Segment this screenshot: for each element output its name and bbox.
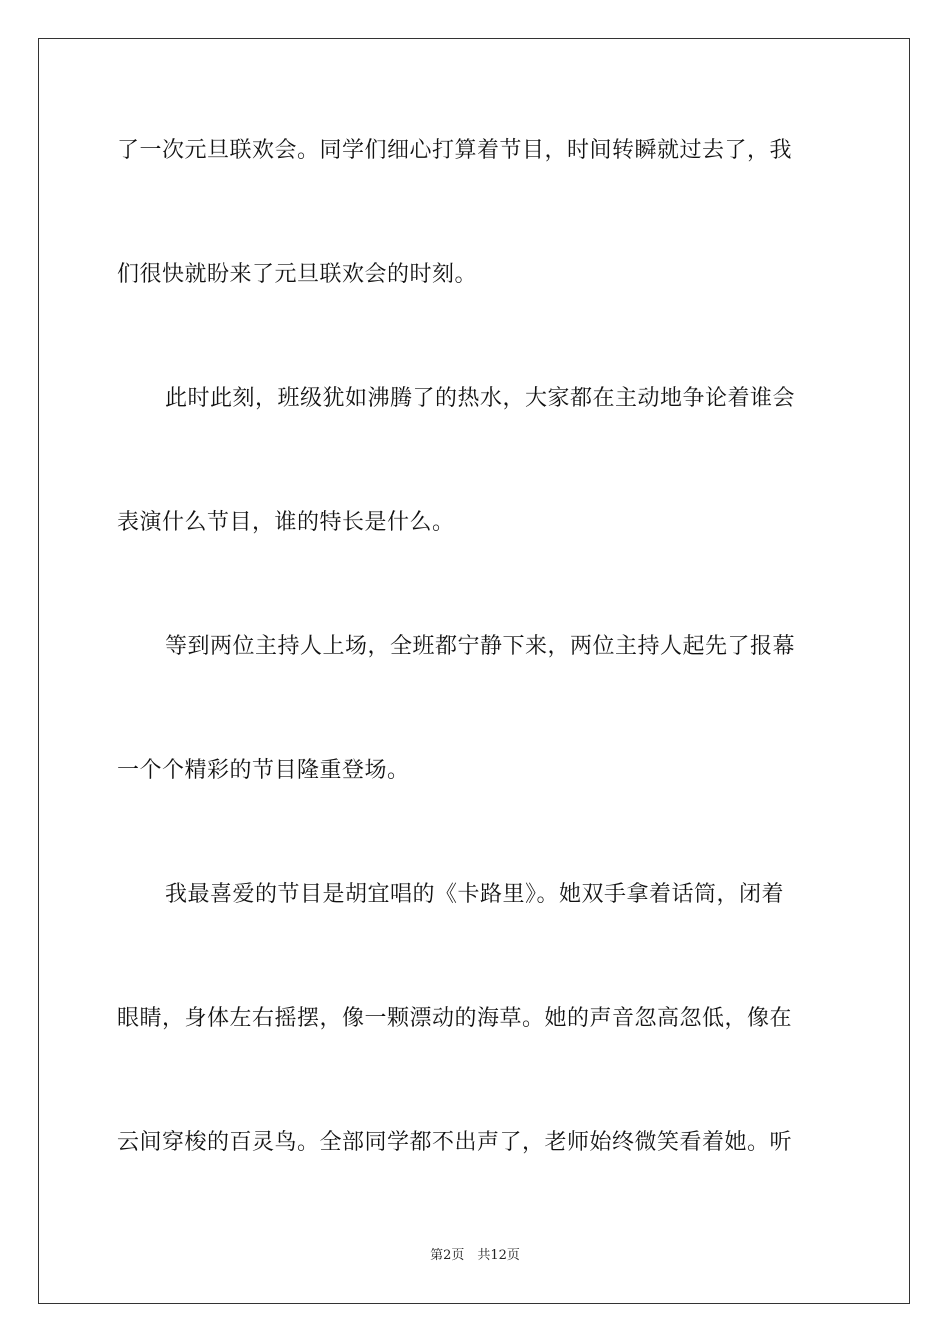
paragraph-line: 了一次元旦联欢会。同学们细心打算着节目，时间转瞬就过去了，我 xyxy=(117,138,793,163)
paragraph-line: 眼睛，身体左右摇摆，像一颗漂动的海草。她的声音忽高忽低，像在 xyxy=(117,1006,793,1031)
page-number: 第2页 共12页 xyxy=(430,1248,520,1263)
paragraph-line: 等到两位主持人上场，全班都宁静下来，两位主持人起先了报幕 xyxy=(165,634,796,659)
page-border xyxy=(38,38,910,1304)
paragraph-line: 一个个精彩的节目隆重登场。 xyxy=(117,758,410,783)
paragraph-line: 表演什么节目，谁的特长是什么。 xyxy=(117,510,455,535)
paragraph-line: 我最喜爱的节目是胡宜唱的《卡路里》。她双手拿着话筒，闭着 xyxy=(165,882,785,907)
paragraph-line: 们很快就盼来了元旦联欢会的时刻。 xyxy=(117,262,478,287)
paragraph-line: 云间穿梭的百灵鸟。全部同学都不出声了，老师始终微笑看着她。听 xyxy=(117,1130,793,1155)
paragraph-line: 此时此刻，班级犹如沸腾了的热水，大家都在主动地争论着谁会 xyxy=(165,386,796,411)
